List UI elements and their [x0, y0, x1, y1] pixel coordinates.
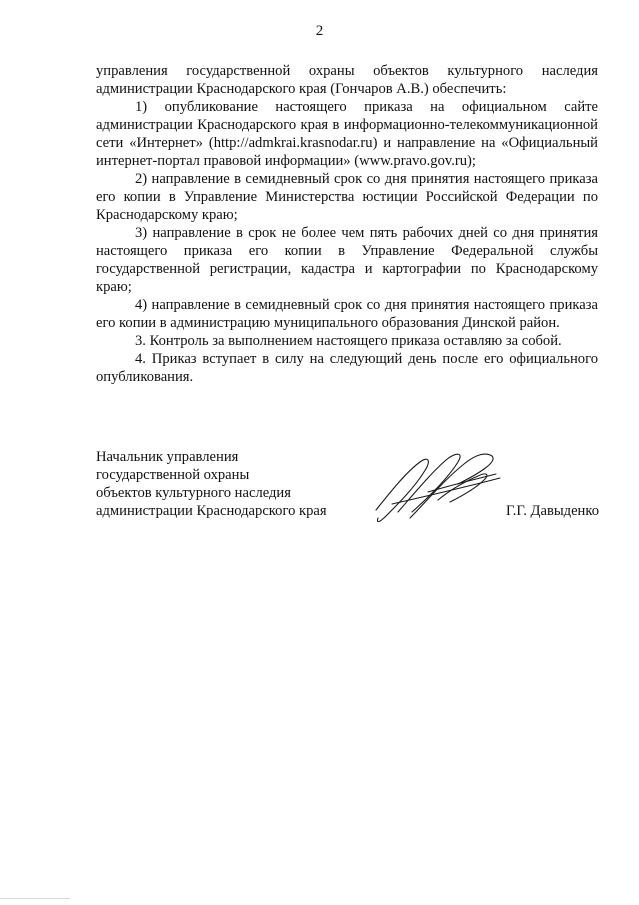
signatory-title-line: администрации Краснодарского края [96, 503, 327, 519]
body-paragraph-item-2: 2) направление в семидневный срок со дня принятия настоящего приказа его копии в Управление Министерства юстиции Российской Федерации по Краснодарскому краю; [96, 171, 598, 223]
body-paragraph-control: 3. Контроль за выполнением настоящего приказа оставляю за собой. [135, 333, 562, 349]
scan-edge-mark [0, 898, 70, 899]
signatory-title-line: Начальник управления [96, 449, 239, 465]
body-paragraph-continuation: управления государственной охраны объектов культурного наследия администрации Краснодарского края (Гончаров А.В.) обеспечить: [96, 63, 598, 97]
handwritten-signature [368, 440, 508, 530]
document-body [96, 62, 598, 386]
body-paragraph-item-3: 3) направление в срок не более чем пять рабочих дней со дня принятия настоящего приказа его копии в Управление Федеральной службы государственной регистрации, кадастра и картографии по Краснодарскому краю; [96, 225, 598, 295]
signatory-title-line: государственной охраны [96, 467, 250, 483]
body-paragraph-item-1: 1) опубликование настоящего приказа на официальном сайте администрации Краснодарского края в информационно-телекоммуникационной сети «Интернет» (http://admkrai.krasnodar.ru) и направление на «Официальный интернет-портал правовой информации» (www.pravo.gov.ru); [96, 99, 598, 169]
signatory-title-line: объектов культурного наследия [96, 485, 291, 501]
signatory-title [96, 448, 356, 520]
body-paragraph-effective: 4. Приказ вступает в силу на следующий день после его официального опубликования. [96, 351, 598, 385]
body-paragraph-item-4: 4) направление в семидневный срок со дня принятия настоящего приказа его копии в администрацию муниципального образования Динской район. [96, 297, 598, 331]
page-number: 2 [315, 23, 324, 39]
signatory-name: Г.Г. Давыденко [505, 503, 599, 519]
